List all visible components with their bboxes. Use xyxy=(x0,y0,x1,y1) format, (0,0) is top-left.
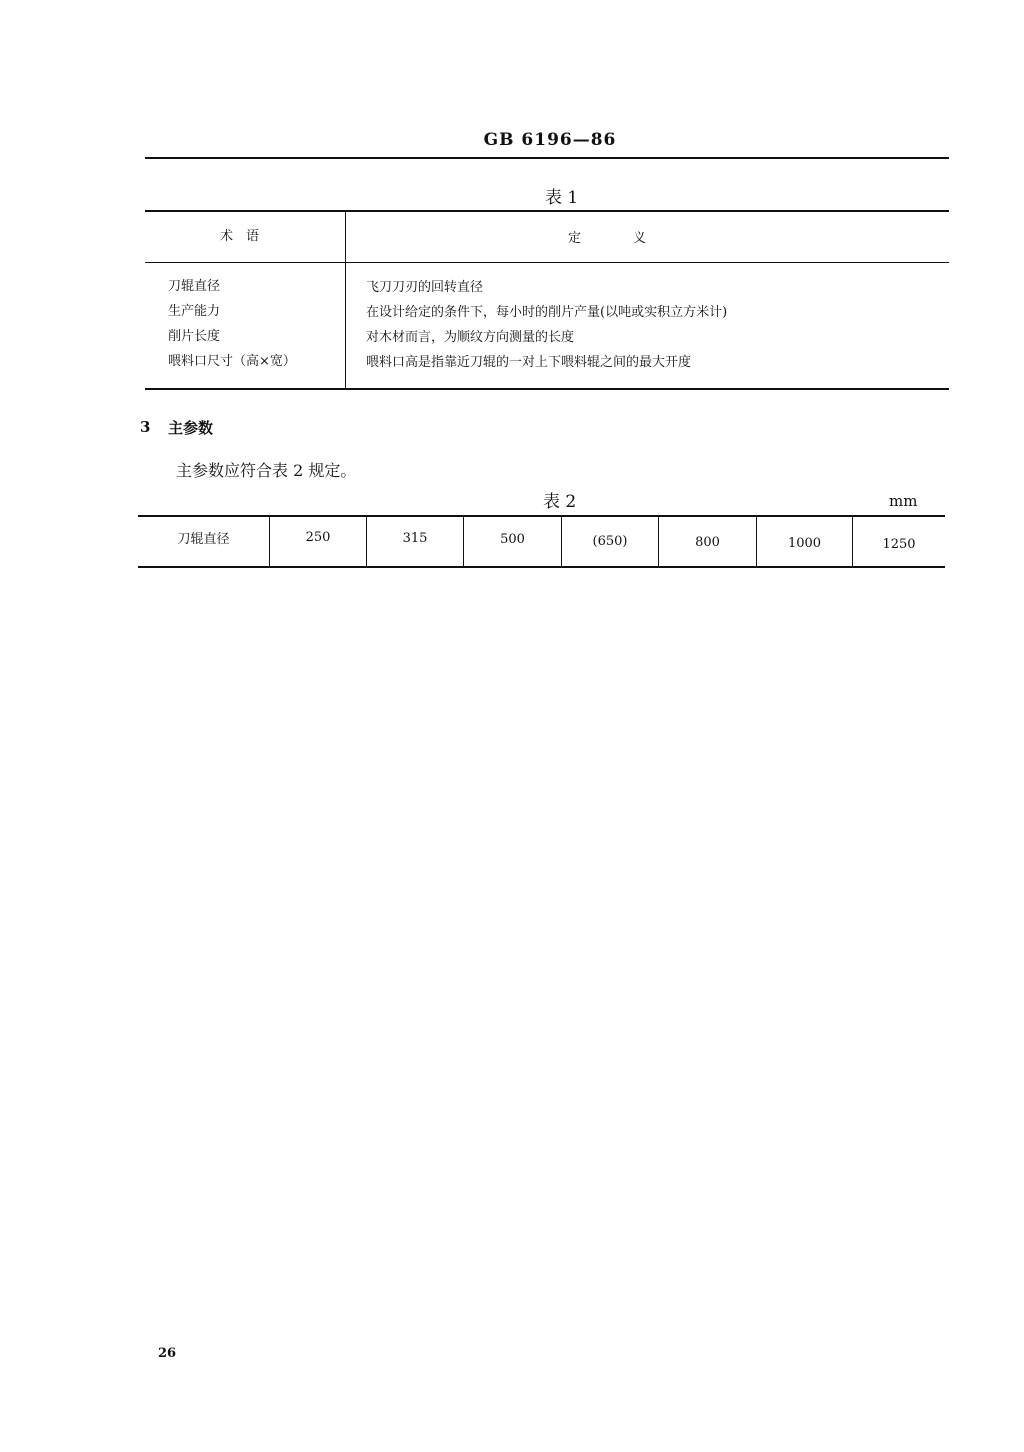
table1-definition: 对木材而言，为顺纹方向测量的长度 xyxy=(366,330,575,345)
table1-term: 喂料口尺寸（高×宽） xyxy=(168,354,296,369)
table1-term: 生产能力 xyxy=(168,304,221,319)
table1-column-divider xyxy=(345,211,346,388)
section-text: 主参数应符合表 2 规定。 xyxy=(176,461,357,480)
table1-term: 刀辊直径 xyxy=(168,279,221,294)
section-title: 主参数 xyxy=(168,419,214,437)
table2-value: (650) xyxy=(592,534,628,549)
table2-value: 315 xyxy=(402,531,428,546)
table1-header-term: 术 语 xyxy=(220,229,260,244)
table1-caption: 表 1 xyxy=(545,188,579,208)
header-rule xyxy=(145,157,949,159)
table2-value: 250 xyxy=(305,530,331,545)
table2-row-label: 刀辊直径 xyxy=(177,532,230,547)
table2-value: 800 xyxy=(695,535,720,550)
standard-number: GB 6196—86 xyxy=(483,130,617,150)
table1-definition: 飞刀刀刃的回转直径 xyxy=(366,280,484,295)
table2-value: 1250 xyxy=(882,537,916,552)
section-number: 3 xyxy=(140,418,151,436)
table1-definition: 在设计给定的条件下，每小时的削片产量(以吨或实积立方米计) xyxy=(366,305,728,320)
table2-caption: 表 2 xyxy=(543,492,577,512)
table2-unit: mm xyxy=(889,492,918,510)
table1-header-definition: 定 义 xyxy=(568,231,647,246)
page-number: 26 xyxy=(158,1346,177,1361)
table1-top-rule xyxy=(145,210,949,212)
table2-bottom-rule xyxy=(138,566,945,568)
table1-header-rule xyxy=(145,262,949,263)
table1-definition: 喂料口高是指靠近刀辊的一对上下喂料辊之间的最大开度 xyxy=(366,355,692,370)
table2-value: 1000 xyxy=(787,536,822,551)
table1-term: 削片长度 xyxy=(168,329,221,344)
table2-value: 500 xyxy=(500,532,525,547)
table2-top-rule xyxy=(138,515,945,517)
table1-bottom-rule xyxy=(145,388,949,390)
table1-definition-column xyxy=(366,275,727,375)
table1-term-column xyxy=(168,274,296,374)
